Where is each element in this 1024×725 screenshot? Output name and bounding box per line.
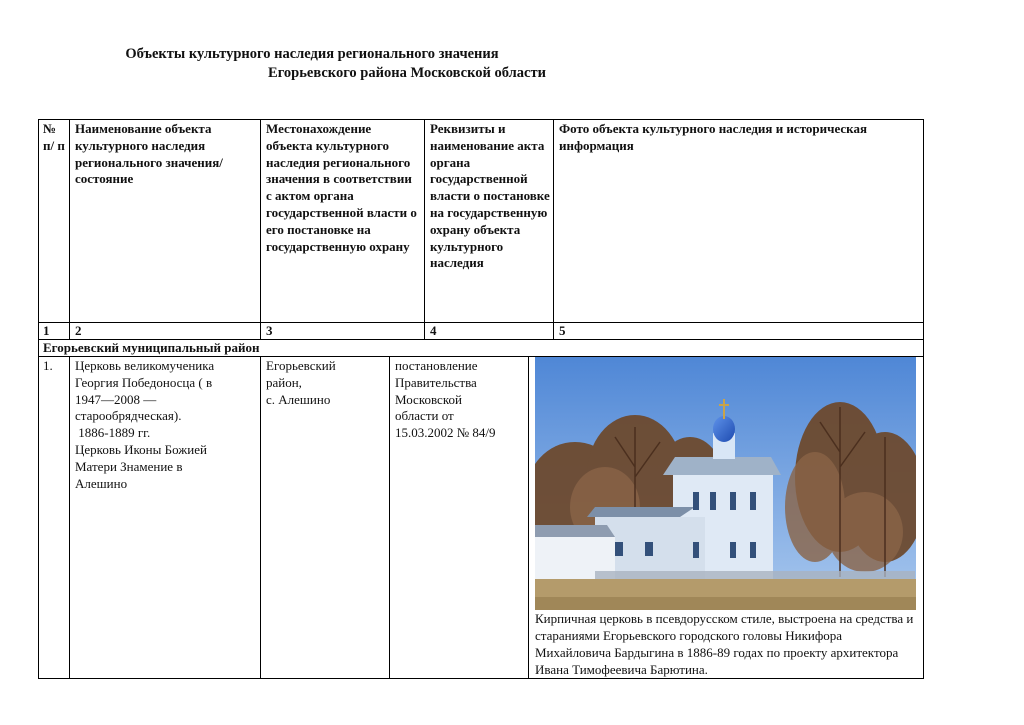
object-act	[395, 358, 525, 442]
act-line: постановление	[395, 358, 478, 373]
header-object-name: Наименование объекта культурного наследия регионального значения/состояние	[75, 121, 223, 187]
header-act: Реквизиты и наименование акта органа государственной власти о постановке на государственную охрану объекта культурного наследия	[430, 121, 550, 271]
row-number: 1.	[43, 358, 53, 373]
object-name-line: 1886-1889 гг.	[75, 425, 151, 441]
act-line: области от	[395, 408, 454, 424]
object-name-line: Матери Знамение в	[75, 458, 183, 474]
object-name-line: Алешино	[75, 475, 128, 491]
act-line: Московской	[395, 391, 462, 407]
church-photo	[535, 357, 916, 610]
object-name-line: Церковь Иконы Божией	[75, 441, 207, 457]
object-name-line: 1947—2008 —	[75, 391, 157, 407]
document-title-line2: Егорьевского района Московской области	[268, 65, 546, 81]
col-number-3: 3	[266, 323, 273, 338]
header-location: Местонахождение объекта культурного наследия регионального значения в соответствии с актом органа государственной власти о его постановке на государственную охрану	[266, 121, 417, 254]
header-photo: Фото объекта культурного наследия и историческая информация	[559, 121, 867, 153]
act-line: Правительства	[395, 374, 477, 390]
photo-caption: Кирпичная церковь в псевдорусском стиле, выстроена на средства и стараниями Егорьевского городского головы Никифора Михайловича Бардыгина в 1886-89 годах по проекту архитектора Ивана Тимофеевича Барютина.	[535, 611, 914, 677]
col-number-4: 4	[430, 323, 437, 338]
location-line: Егорьевский	[266, 358, 336, 373]
object-name-line: Церковь великомученика	[75, 358, 215, 373]
section-title: Егорьевский муниципальный район	[43, 340, 260, 355]
location-line: район,	[266, 374, 302, 390]
col-number-5: 5	[559, 323, 566, 338]
object-name	[75, 358, 259, 492]
act-line: 15.03.2002 № 84/9	[395, 425, 496, 441]
location-line: с. Алешино	[266, 391, 331, 407]
col-number-2: 2	[75, 323, 82, 338]
document-title-line1: Объекты культурного наследия регионального значения	[125, 46, 499, 62]
col-number-1: 1	[43, 323, 50, 338]
object-name-line: старообрядческая).	[75, 408, 182, 424]
object-location	[266, 358, 386, 408]
header-number: № п/ п	[43, 121, 65, 153]
object-name-line: Георгия Победоносца ( в	[75, 374, 213, 390]
